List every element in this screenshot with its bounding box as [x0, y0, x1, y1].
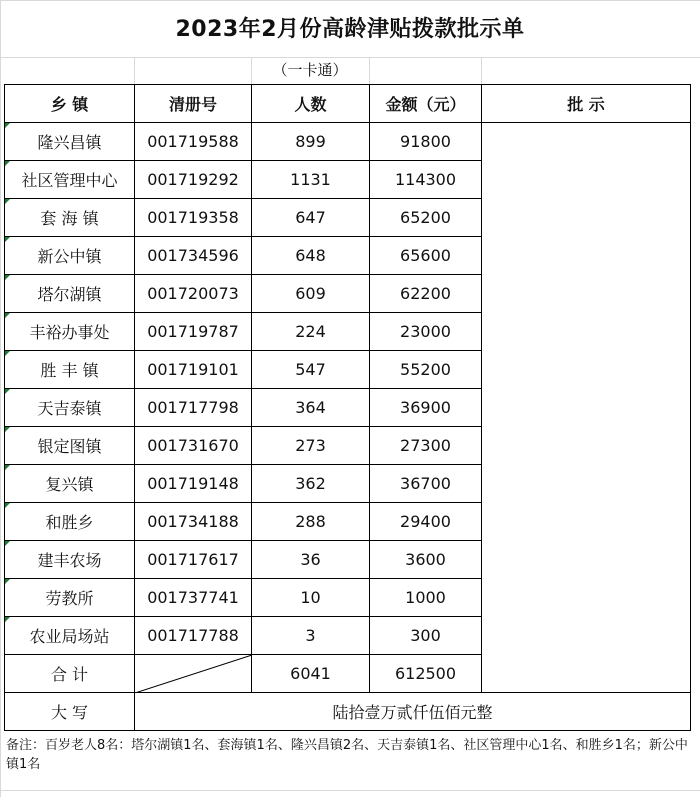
cell-amount[interactable]: 62200: [370, 275, 482, 313]
cell-amount[interactable]: 3600: [370, 541, 482, 579]
total-account-diagonal-cell[interactable]: [135, 655, 252, 693]
cell-town[interactable]: 新公中镇: [5, 237, 135, 275]
header-approval[interactable]: 批 示: [482, 85, 691, 123]
cell-account[interactable]: 001719101: [135, 351, 252, 389]
cell-amount[interactable]: 23000: [370, 313, 482, 351]
cell-amount[interactable]: 29400: [370, 503, 482, 541]
cell-account[interactable]: 001719588: [135, 123, 252, 161]
cell-town[interactable]: 和胜乡: [5, 503, 135, 541]
cell-account[interactable]: 001719292: [135, 161, 252, 199]
cell-amount[interactable]: 65200: [370, 199, 482, 237]
cell-people[interactable]: 3: [252, 617, 370, 655]
cell-amount[interactable]: 27300: [370, 427, 482, 465]
cell-people[interactable]: 609: [252, 275, 370, 313]
cell-town[interactable]: 塔尔湖镇: [5, 275, 135, 313]
cell-account[interactable]: 001717617: [135, 541, 252, 579]
cell-town[interactable]: 天吉泰镇: [5, 389, 135, 427]
table-row: [5, 123, 691, 161]
cell-amount[interactable]: 1000: [370, 579, 482, 617]
approval-cell[interactable]: [482, 123, 691, 693]
header-account[interactable]: 清册号: [135, 85, 252, 123]
cell-account[interactable]: 001737741: [135, 579, 252, 617]
cell-amount[interactable]: 36900: [370, 389, 482, 427]
cell-town[interactable]: 社区管理中心: [5, 161, 135, 199]
cell-town[interactable]: 银定图镇: [5, 427, 135, 465]
cell-account[interactable]: 001734596: [135, 237, 252, 275]
cell-account[interactable]: 001731670: [135, 427, 252, 465]
cell-town[interactable]: 农业局场站: [5, 617, 135, 655]
header-people[interactable]: 人数: [252, 85, 370, 123]
document-title: 2023年2月份高龄津贴拨款批示单: [175, 17, 525, 42]
grid-line: [134, 57, 135, 84]
cell-account[interactable]: 001719787: [135, 313, 252, 351]
remarks-note[interactable]: 备注：百岁老人8名：塔尔湖镇1名、套海镇1名、隆兴昌镇2名、天吉泰镇1名、社区管理中心1名、和胜乡1名；新公中镇1名: [6, 738, 688, 772]
cell-account[interactable]: 001734188: [135, 503, 252, 541]
cell-amount[interactable]: 36700: [370, 465, 482, 503]
cell-town[interactable]: 隆兴昌镇: [5, 123, 135, 161]
grid-line: [0, 0, 700, 1]
cell-town[interactable]: 胜 丰 镇: [5, 351, 135, 389]
total-people[interactable]: 6041: [252, 655, 370, 693]
cell-amount[interactable]: 300: [370, 617, 482, 655]
cell-people[interactable]: 647: [252, 199, 370, 237]
cell-town[interactable]: 劳教所: [5, 579, 135, 617]
header-town[interactable]: 乡 镇: [5, 85, 135, 123]
cell-people[interactable]: 899: [252, 123, 370, 161]
cell-people[interactable]: 288: [252, 503, 370, 541]
total-label[interactable]: 合 计: [5, 655, 135, 693]
cell-town[interactable]: 建丰农场: [5, 541, 135, 579]
cell-amount[interactable]: 114300: [370, 161, 482, 199]
cell-account[interactable]: 001719358: [135, 199, 252, 237]
table-header-row: [5, 85, 691, 123]
cell-amount[interactable]: 55200: [370, 351, 482, 389]
diagonal-line: [135, 655, 252, 693]
cell-people[interactable]: 547: [252, 351, 370, 389]
cell-people[interactable]: 273: [252, 427, 370, 465]
daxie-value[interactable]: 陆拾壹万贰仟伍佰元整: [135, 693, 691, 731]
cell-people[interactable]: 36: [252, 541, 370, 579]
cell-amount[interactable]: 91800: [370, 123, 482, 161]
cell-town[interactable]: 丰裕办事处: [5, 313, 135, 351]
cell-account[interactable]: 001717788: [135, 617, 252, 655]
grid-line: [0, 790, 700, 791]
document-subtitle: （一卡通）: [272, 61, 348, 79]
cell-people[interactable]: 1131: [252, 161, 370, 199]
cell-people[interactable]: 224: [252, 313, 370, 351]
cell-town[interactable]: 套 海 镇: [5, 199, 135, 237]
total-amount[interactable]: 612500: [370, 655, 482, 693]
grid-line: [0, 0, 1, 797]
cell-town[interactable]: 复兴镇: [5, 465, 135, 503]
cell-account[interactable]: 001720073: [135, 275, 252, 313]
daxie-label[interactable]: 大 写: [5, 693, 135, 731]
daxie-row: [5, 693, 691, 731]
cell-account[interactable]: 001719148: [135, 465, 252, 503]
cell-people[interactable]: 648: [252, 237, 370, 275]
cell-account[interactable]: 001717798: [135, 389, 252, 427]
grid-line: [481, 57, 482, 84]
cell-amount[interactable]: 65600: [370, 237, 482, 275]
cell-people[interactable]: 364: [252, 389, 370, 427]
cell-people[interactable]: 10: [252, 579, 370, 617]
cell-people[interactable]: 362: [252, 465, 370, 503]
allowance-table: [4, 84, 691, 731]
header-amount[interactable]: 金额（元）: [370, 85, 482, 123]
